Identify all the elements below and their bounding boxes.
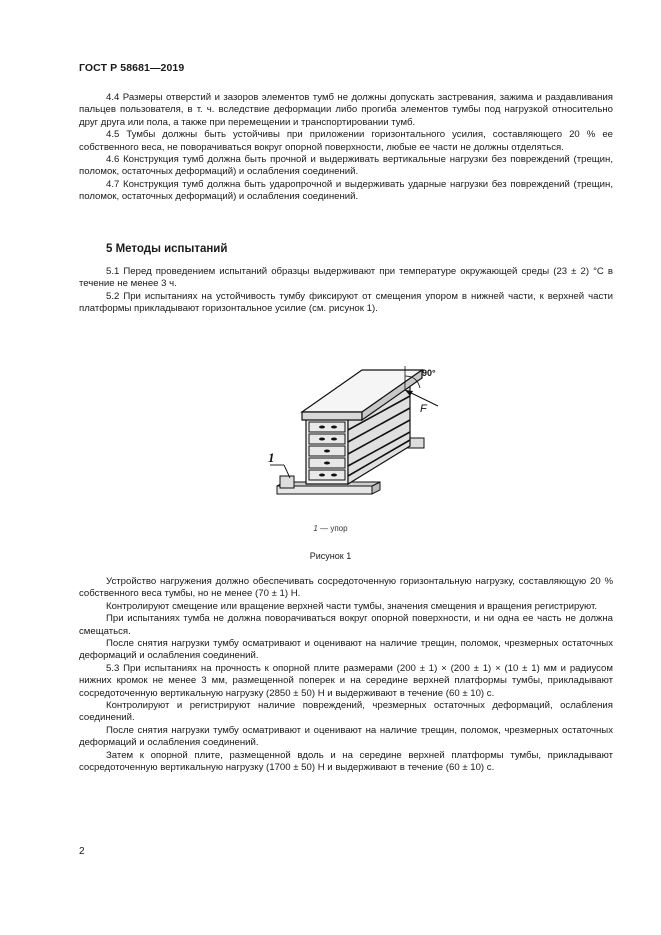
- figure-key-text: — упор: [317, 524, 348, 533]
- figure-caption: Рисунок 1: [309, 551, 352, 561]
- section-5-text: [79, 266, 613, 316]
- figure-key: [0, 524, 661, 533]
- paragraph-5-3: 5.3 При испытаниях на прочность к опорной плите размерами (200 ± 1) × (200 ± 1) × (10 ± 1) мм и радиусом нижних кромок не менее 3 мм, размещенной поперек и на середине верхней платформы тумбы, прикладывают сосредоточенную вертикальную нагрузку (2850 ± 50) Н и выдерживают в течение (60 ± 10) с.: [79, 662, 613, 699]
- marker-1-label: 1: [268, 450, 275, 465]
- paragraph-register-damage: Контролируют и регистрируют наличие повреждений, чрезмерных остаточных деформаций, ослабления соединений.: [79, 700, 613, 724]
- paragraph-4-4: 4.4 Размеры отверстий и зазоров элементов тумб не должны допускать застревания, зажима и раздавливания пальцев пользователя, в т. ч. вследствие деформации либо прогиба элементов тумбы под нагрузкой относительно друг друга или пола, а также при перемещении и транспортировании тумб.: [79, 92, 613, 128]
- top-platform-front-edge: [302, 412, 362, 420]
- paragraph-lengthwise-load: Затем к опорной плите, размещенной вдоль и на середине верхней платформы тумбы, прикладывают сосредоточенную вертикальную нагрузку (1700 ± 50) Н и выдерживают в течение (60 ± 10) с.: [79, 749, 613, 774]
- paragraph-5-1: 5.1 Перед проведением испытаний образцы выдерживают при температуре окружающей среды (23 ± 2) °С в течение не менее 3 ч.: [79, 266, 613, 290]
- paragraph-4-5: 4.5 Тумбы должны быть устойчивы при приложении горизонтального усилия, составляющего 20 % ее собственного веса, не поворачиваться вокруг опорной поверхности, любые ее части не должны отделяться.: [79, 129, 613, 153]
- continuation-text: [79, 576, 613, 775]
- section-5-title: 5 Методы испытаний: [106, 243, 228, 255]
- stool-stability-diagram: [262, 348, 462, 508]
- section-4-text: [79, 92, 613, 204]
- figure-key-number: 1: [313, 524, 318, 533]
- paragraph-no-rotation: При испытаниях тумба не должна поворачиваться вокруг опорной поверхности, и ни одна ее часть не должна смещаться.: [79, 613, 613, 637]
- paragraph-inspection-1: После снятия нагрузки тумбу осматривают и оценивают на наличие трещин, поломок, чрезмерных остаточных деформаций и ослабления соединений.: [79, 638, 613, 662]
- standard-header: ГОСТ Р 58681—2019: [79, 62, 185, 74]
- paragraph-4-6: 4.6 Конструкция тумб должна быть прочной и выдерживать вертикальные нагрузки без повреждений (трещин, поломок, остаточных деформаций) и ослабления соединений.: [79, 154, 613, 178]
- paragraph-control-displacement: Контролируют смещение или вращение верхней части тумбы, значения смещения и вращения регистрируют.: [106, 600, 597, 612]
- force-label: F: [420, 403, 427, 415]
- figure-1-drawing: [262, 348, 462, 508]
- paragraph-4-7: 4.7 Конструкция тумб должна быть ударопрочной и выдерживать ударные нагрузки без повреждений (трещин, поломок, остаточных деформаций) и ослабления соединений.: [79, 178, 613, 203]
- angle-label: 90°: [422, 368, 436, 378]
- stopper-block: [280, 476, 294, 488]
- page-number: 2: [79, 846, 85, 857]
- paragraph-inspection-2: После снятия нагрузки тумбу осматривают и оценивают на наличие трещин, поломок, чрезмерных остаточных деформаций и ослабления соединений.: [79, 724, 613, 749]
- paragraph-5-2: 5.2 При испытаниях на устойчивость тумбу фиксируют от смещения упором в нижней части, к верхней части платформы прикладывают горизонтальное усилие (см. рисунок 1).: [79, 290, 613, 315]
- paragraph-loading-device: Устройство нагружения должно обеспечивать сосредоточенную горизонтальную нагрузку, составляющую 20 % собственного веса тумбы, но не менее (70 ± 1) Н.: [79, 576, 613, 600]
